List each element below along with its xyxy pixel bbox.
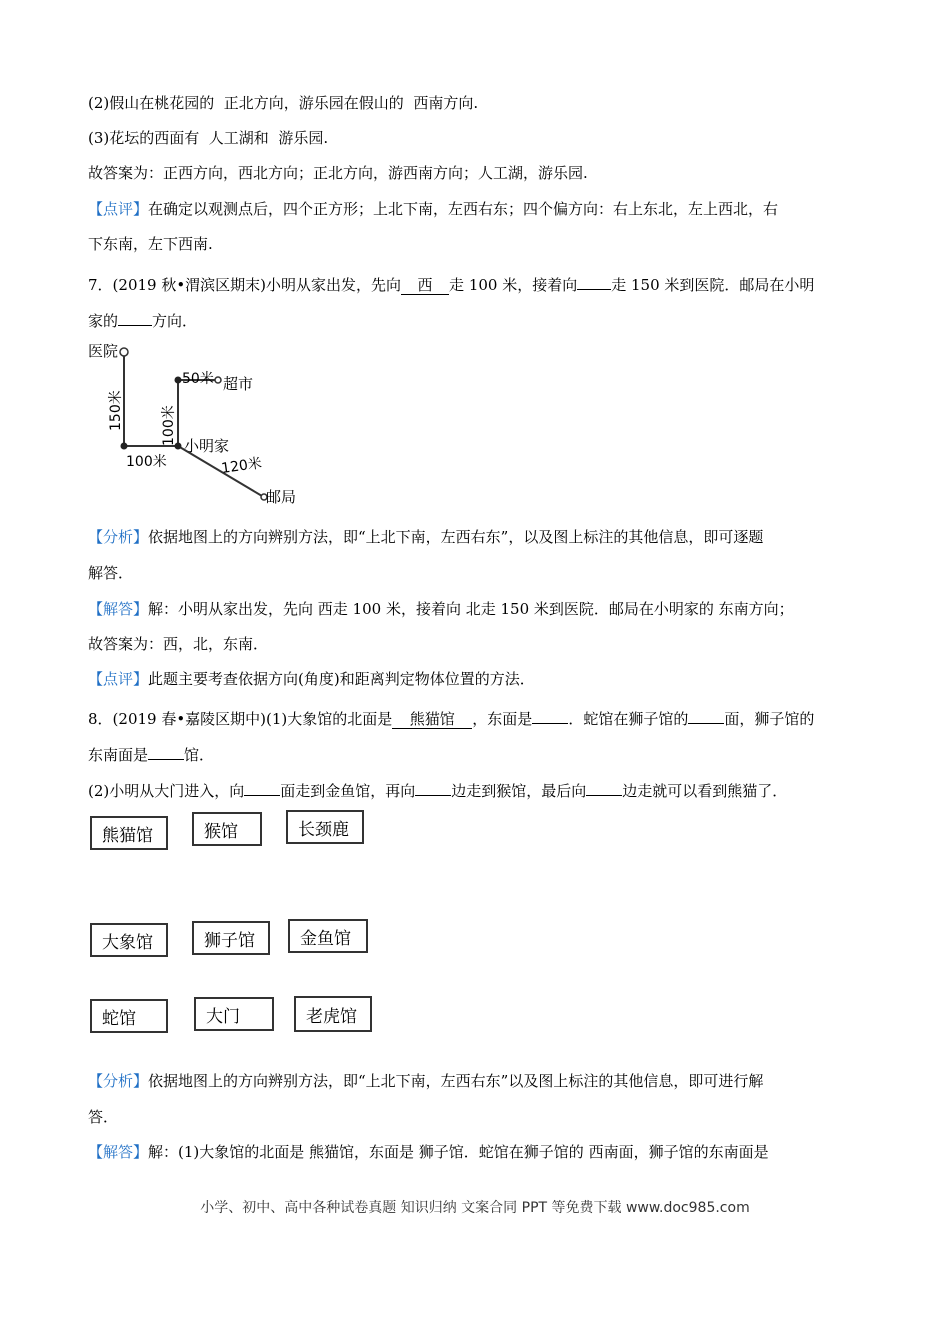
question-8-stem: (2)小明从大门进入，向 面走到金鱼馆，再向 边走到猴馆，最后向 边走就可以看到熊猫了． <box>88 776 787 801</box>
answer-line: 故答案为：正西方向，西北方向；正北方向，游西南方向；人工湖，游乐园. <box>88 164 588 182</box>
solution-tag: 【解答】 <box>88 1143 149 1161</box>
blank <box>415 776 451 796</box>
answer-blank: 西 <box>401 275 449 295</box>
turn-point-marker <box>175 377 182 384</box>
comment-line: 【点评】此题主要考查依据方向(角度)和距离判定物体位置的方法． <box>88 670 535 688</box>
comment-tag: 【点评】 <box>88 670 149 688</box>
question-7-stem: 家的 方向． <box>88 306 197 331</box>
lion-house-box: 狮子馆 <box>192 921 270 955</box>
answer-blank: 熊猫馆 <box>392 709 472 729</box>
snake-house-box: 蛇馆 <box>90 999 168 1033</box>
distance-label: 100米 <box>161 405 177 446</box>
solution-tag: 【解答】 <box>88 600 149 618</box>
distance-label: 50米 <box>182 371 214 387</box>
tiger-house-box: 老虎馆 <box>294 996 372 1032</box>
blank <box>118 306 152 326</box>
distance-label: 120米 <box>220 455 263 477</box>
comment-tag: 【点评】 <box>88 200 149 218</box>
question-8-stem: 东南面是 馆． <box>88 740 214 765</box>
hospital-marker <box>120 348 128 356</box>
text-line: (3)花坛的西面有 人工湖和 游乐园. <box>88 129 329 147</box>
turn-point-marker <box>121 443 128 450</box>
comment-line: 下东南，左下西南. <box>88 235 213 253</box>
analysis-tag: 【分析】 <box>88 1072 149 1090</box>
blank <box>532 704 568 724</box>
analysis-line: 【分析】依据地图上的方向辨别方法，即“上北下南，左西右东”以及图上标注的其他信息，即可进行解 <box>88 1072 764 1090</box>
market-label: 超市 <box>223 375 254 393</box>
blank <box>688 704 724 724</box>
elephant-house-box: 大象馆 <box>90 923 168 957</box>
question-7-stem: 7．(2019 秋•渭滨区期末)小明从家出发，先向 西 走 100 米，接着向 走 150 米到医院．邮局在小明 <box>88 270 814 295</box>
home-label: 小明家 <box>184 437 230 455</box>
route-map <box>86 336 316 508</box>
hospital-label: 医院 <box>88 342 119 360</box>
solution-line: 故答案为：西，北，东南． <box>88 635 269 653</box>
blank <box>577 270 611 290</box>
analysis-tag: 【分析】 <box>88 528 149 546</box>
main-gate-box: 大门 <box>194 997 274 1031</box>
analysis-line: 【分析】依据地图上的方向辨别方法，即“上北下南，左西右东”，以及图上标注的其他信息，即可逐题 <box>88 528 764 546</box>
solution-line: 【解答】解：小明从家出发，先向 西走 100 米，接着向 北走 150 米到医院．邮局在小明家的 东南方向； <box>88 600 794 618</box>
blank <box>244 776 280 796</box>
question-8-stem: 8．(2019 春•嘉陵区期中)(1)大象馆的北面是 熊猫馆 ，东面是 ．蛇馆在狮子馆的 面，狮子馆的 <box>88 704 814 729</box>
blank <box>148 740 184 760</box>
post-office-label: 邮局 <box>266 488 297 506</box>
comment-line: 【点评】在确定以观测点后，四个正方形；上北下南，左西右东；四个偏方向：右上东北，左上西北，右 <box>88 200 779 218</box>
analysis-line: 解答． <box>88 564 134 582</box>
blank <box>586 776 622 796</box>
goldfish-house-box: 金鱼馆 <box>288 919 368 953</box>
monkey-house-box: 猴馆 <box>192 812 262 846</box>
distance-label: 150米 <box>108 390 124 431</box>
text-line: (2)假山在桃花园的 正北方向，游乐园在假山的 西南方向. <box>88 94 479 112</box>
analysis-line: 答． <box>88 1108 119 1126</box>
page-footer: 小学、初中、高中各种试卷真题 知识归纳 文案合同 PPT 等免费下载 www.doc985.com <box>200 1200 750 1216</box>
panda-house-box: 熊猫馆 <box>90 816 168 850</box>
giraffe-box: 长颈鹿 <box>286 810 364 844</box>
solution-line: 【解答】解：(1)大象馆的北面是 熊猫馆，东面是 狮子馆．蛇馆在狮子馆的 西南面，狮子馆的东南面是 <box>88 1143 769 1161</box>
distance-label: 100米 <box>126 454 167 470</box>
market-marker <box>215 377 221 383</box>
